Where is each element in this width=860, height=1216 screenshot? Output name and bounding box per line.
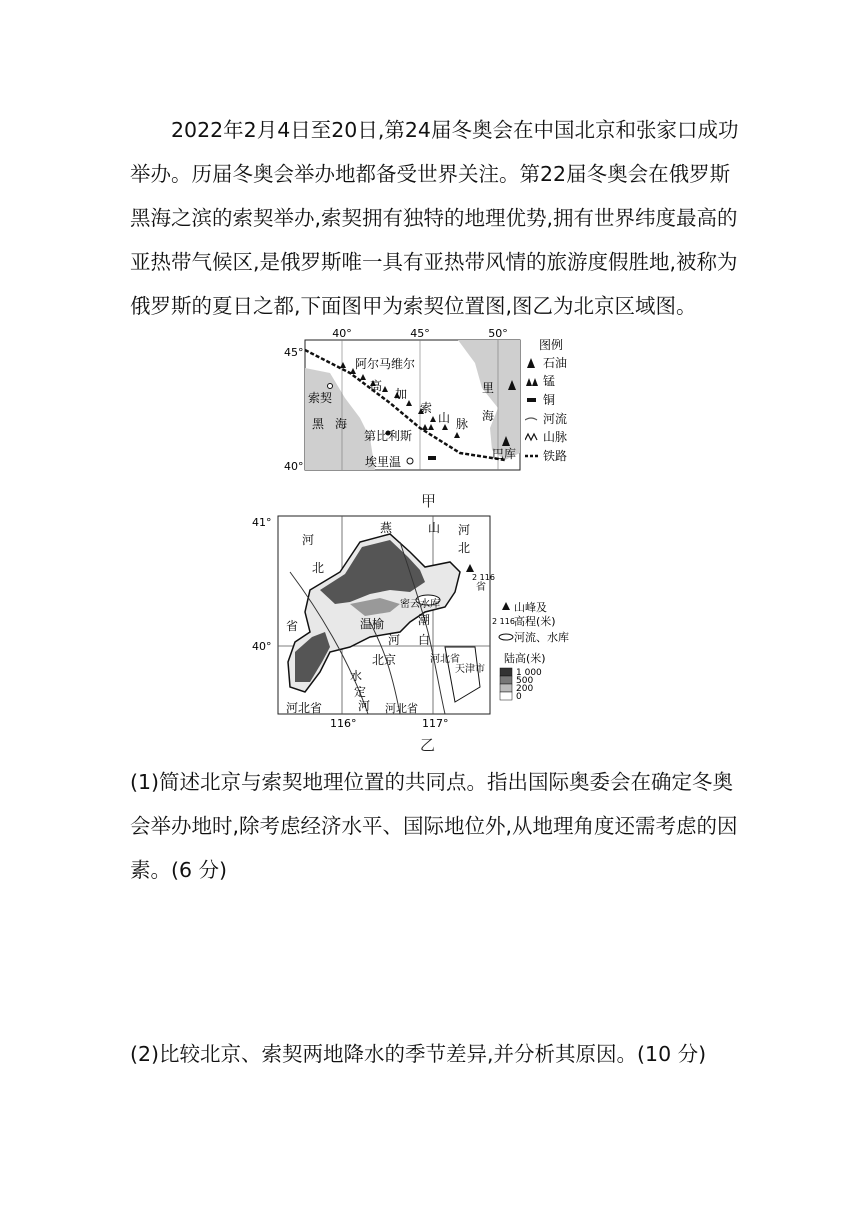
svg-text:陆高(米): 陆高(米) (504, 652, 546, 665)
svg-text:116°: 116° (330, 717, 357, 730)
svg-text:定: 定 (354, 685, 367, 699)
svg-text:阿尔马维尔: 阿尔马维尔 (355, 357, 416, 371)
svg-text:锰: 锰 (543, 374, 556, 388)
svg-text:水: 水 (350, 669, 363, 683)
svg-text:北京: 北京 (372, 653, 397, 667)
svg-text:河北省: 河北省 (430, 654, 460, 665)
svg-text:埃里温: 埃里温 (365, 455, 402, 469)
svg-text:天津市: 天津市 (455, 664, 485, 675)
svg-text:40°: 40° (332, 328, 352, 340)
svg-text:200: 200 (516, 684, 534, 694)
svg-text:117°: 117° (422, 717, 449, 730)
svg-text:河北省: 河北省 (385, 702, 418, 715)
svg-text:45°: 45° (410, 328, 430, 340)
svg-text:山: 山 (428, 521, 441, 535)
manganese-legend-icon (526, 378, 538, 386)
svg-text:潮: 潮 (418, 613, 431, 627)
svg-text:50°: 50° (488, 328, 508, 340)
reservoir-legend-icon (499, 634, 513, 640)
svg-text:密云水库: 密云水库 (400, 599, 440, 610)
svg-text:铜: 铜 (543, 393, 556, 407)
svg-text:40°: 40° (284, 460, 304, 473)
svg-text:山: 山 (438, 411, 451, 425)
svg-text:图例: 图例 (539, 338, 564, 352)
svg-text:燕: 燕 (380, 521, 393, 535)
beijing-region-map (250, 512, 495, 734)
question-1: (1)简述北京与索契地理位置的共同点。指出国际奥委会在确定冬奥会举办地时,除考虑经济水平、国际地位外,从地理角度还需考虑的因素。(6 分) (130, 770, 738, 882)
svg-text:40°: 40° (252, 640, 272, 653)
svg-text:第比利斯: 第比利斯 (364, 429, 413, 443)
mountain-legend-icon (525, 434, 537, 440)
elev-1000-swatch (500, 668, 512, 676)
question-2: (2)比较北京、索契两地降水的季节差异,并分析其原因。(10 分) (130, 1042, 707, 1066)
map-jia-legend (525, 336, 595, 466)
svg-text:河北省: 河北省 (286, 701, 323, 715)
svg-text:巴库: 巴库 (492, 447, 517, 461)
svg-text:北: 北 (458, 541, 471, 555)
svg-text:0: 0 (516, 692, 522, 702)
svg-text:2 116: 2 116 (492, 617, 515, 626)
svg-text:加: 加 (395, 387, 408, 401)
svg-text:省: 省 (476, 582, 486, 593)
svg-text:索契: 索契 (308, 391, 333, 405)
svg-text:里: 里 (482, 381, 495, 395)
svg-text:2 116: 2 116 (472, 573, 495, 582)
svg-text:山峰及: 山峰及 (514, 601, 547, 614)
svg-text:1 000: 1 000 (516, 668, 542, 678)
svg-text:41°: 41° (252, 516, 272, 529)
elev-0-swatch (500, 692, 512, 700)
elev-500-swatch (500, 676, 512, 684)
svg-text:45°: 45° (284, 346, 304, 359)
svg-text:索: 索 (420, 401, 433, 415)
svg-text:河: 河 (388, 633, 401, 647)
copper-symbol (428, 456, 436, 460)
svg-text:河: 河 (358, 699, 371, 713)
intro-paragraph: 2022年2月4日至20日,第24届冬奥会在中国北京和张家口成功举办。历届冬奥会举办地都备受世界关注。第22届冬奥会在俄罗斯黑海之滨的索契举办,索契拥有独特的地理优势,拥有世界纬度最高的亚热带气候区,是俄罗斯唯一具有亚热带风情的旅游度假胜地,被称为俄罗斯的夏日之都,下面图甲为索契位置图,图乙为北京区域图。 (130, 118, 739, 318)
svg-text:白: 白 (418, 633, 431, 647)
river-legend-icon (525, 418, 537, 420)
map-jia-caption: 甲 (421, 492, 437, 510)
svg-text:河: 河 (458, 523, 471, 537)
svg-text:北: 北 (312, 561, 325, 575)
svg-text:脉: 脉 (456, 417, 469, 431)
svg-text:铁路: 铁路 (543, 449, 568, 463)
sochi-marker (328, 384, 333, 389)
peak-legend-icon (502, 602, 510, 610)
svg-text:河流: 河流 (543, 412, 568, 426)
elev-200-swatch (500, 684, 512, 692)
svg-text:海: 海 (482, 409, 495, 423)
svg-text:河流、水库: 河流、水库 (514, 631, 569, 644)
svg-text:山脉: 山脉 (543, 430, 568, 444)
map-yi-legend (492, 600, 572, 710)
svg-text:高程(米): 高程(米) (514, 615, 556, 628)
svg-text:高: 高 (370, 379, 383, 393)
svg-text:温榆: 温榆 (360, 617, 385, 631)
svg-text:黑: 黑 (312, 417, 325, 431)
oil-legend-icon (527, 358, 535, 368)
copper-legend-icon (527, 398, 536, 402)
svg-text:500: 500 (516, 676, 534, 686)
map-yi-caption: 乙 (420, 736, 436, 754)
svg-text:省: 省 (286, 619, 299, 633)
svg-text:海: 海 (335, 417, 348, 431)
svg-text:石油: 石油 (543, 356, 568, 370)
svg-text:河: 河 (302, 533, 315, 547)
